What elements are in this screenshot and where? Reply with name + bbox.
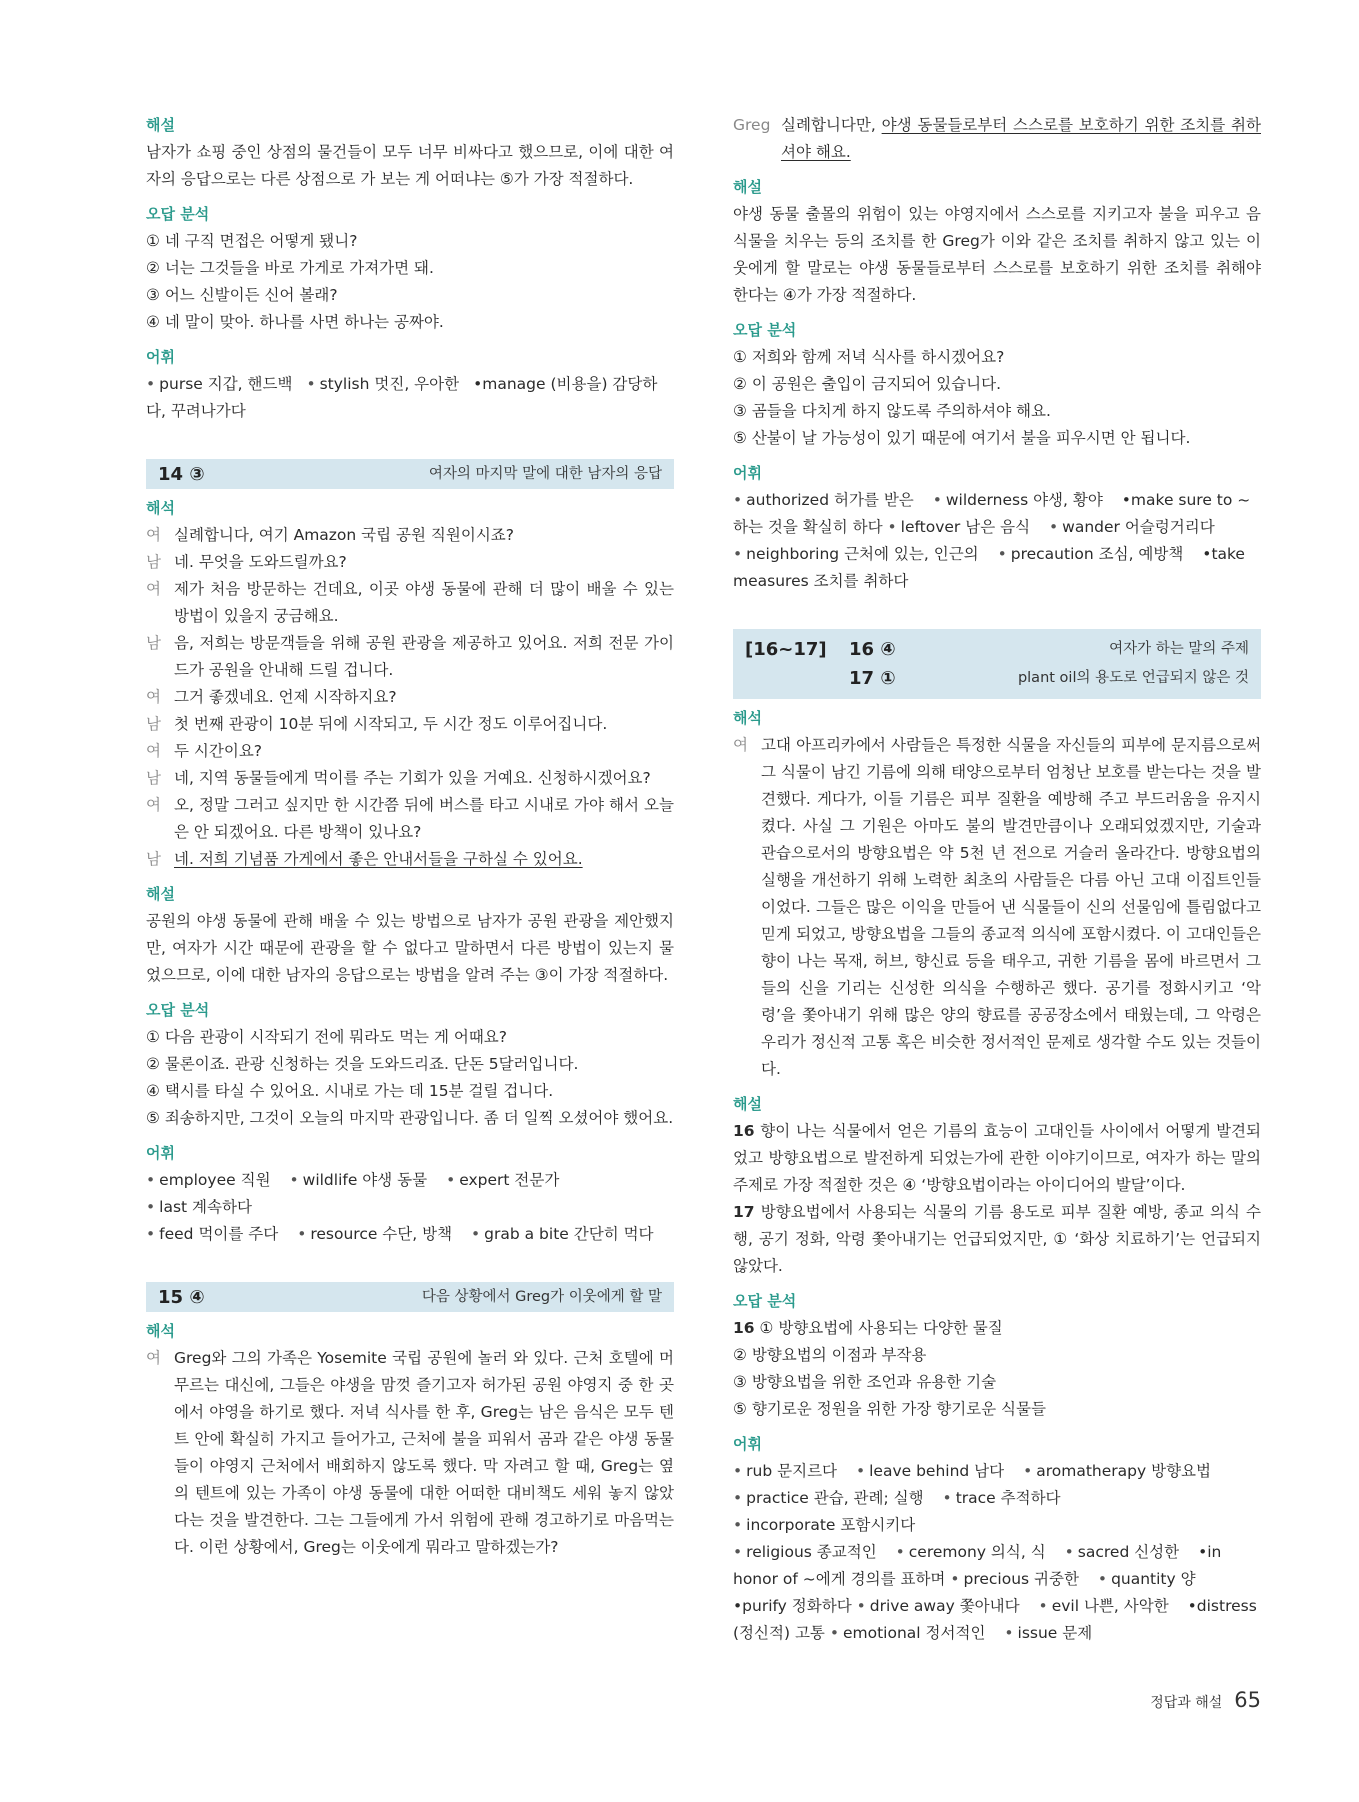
section-label: 어휘 <box>146 348 175 366</box>
wrong-option: ⑤ 향기로운 정원을 위한 가장 향기로운 식물들 <box>733 1400 1046 1418</box>
question-topic: plant oil의 용도로 언급되지 않은 것 <box>1017 670 1249 686</box>
vocab-item: • last 계속하다 <box>146 1198 252 1216</box>
section-label: 어휘 <box>733 464 762 482</box>
section-label: 오답 분석 <box>733 1292 797 1310</box>
script-paragraph: 여 Greg와 그의 가족은 Yosemite 국립 공원에 놀러 와 있다. 근처 호텔에 머무르는 대신에, 그들은 야생을 맘껏 즐기고자 허가된 공원 야영지 중 한 곳에서 야영을 하기로 했다. 저녁 식사를 한 후, Greg는 남은 음식은 모두 텐트 안에 확실히 가지고 들어가고, 근처에 불을 피워서 곰과 같은 야생 동물들이 야영지 근처에서 배회하지 않도록 했다. 막 자려고 할 때, Greg는 옆의 텐트에 있는 가족이 야생 동물에 대한 어떠한 대비책도 세워 놓지 않았다는 것을 발견한다. 그는 그들에게 가서 위험에 관해 경고하기로 마음먹는다. 이런 상황에서, Greg는 이웃에게 뭐라고 말하겠는가? <box>146 1349 674 1556</box>
question-number: 17 ① <box>849 668 896 689</box>
dialogue-line: 남 첫 번째 관광이 10분 뒤에 시작되고, 두 시간 정도 이루어집니다. <box>146 715 608 733</box>
dialogue-line: 여 그거 좋겠네요. 언제 시작하지요? <box>146 688 397 706</box>
vocab-item: • neighboring 근처에 있는, 인근의 <box>733 545 979 563</box>
vocab-item: in honor of ~에게 경의를 표하며 <box>733 1543 1222 1588</box>
section-label: 오답 분석 <box>146 1001 210 1019</box>
vocab-item: • emotional 정서적인 <box>829 1624 986 1642</box>
question-number: 14 ③ <box>158 463 205 485</box>
wrong-option: ④ 택시를 타실 수 있어요. 시내로 가는 데 15분 걸릴 겁니다. <box>146 1082 554 1100</box>
section-label: 해석 <box>146 1322 175 1340</box>
wrong-option: ① 저희와 함께 저녁 식사를 하시겠어요? <box>733 348 1005 366</box>
vocab-item: • quantity 양 <box>1097 1570 1196 1588</box>
vocab-list: • rub 문지르다 • leave behind 남다 • aromatherapy 방향요법 • practice 관습, 관례; 실행 • trace 추적하다 • incorporate 포함시키다 • religious 종교적인 • ceremony 의식, 식 • sacred 신성한 •in honor of ~에게 경의를 표하며 • precious 귀중한 • quantity 양 •purify 정화하다 • drive away 쫓아내다 • evil 나쁜, 사악한 •distress (정신적) 고통 • emotional 정서적인 • issue 문제 <box>733 1462 1257 1642</box>
vocab-item: • purse 지갑, 핸드백 <box>146 375 293 393</box>
wrong-option: ① 네 구직 면접은 어떻게 됐니? <box>146 232 358 250</box>
section-label: 해설 <box>733 178 762 196</box>
section-label: 어휘 <box>146 1144 175 1162</box>
dialogue-line: 남 네. 무엇을 도와드릴까요? <box>146 553 347 571</box>
section-label: 오답 분석 <box>733 321 797 339</box>
vocab-item: • employee 직원 <box>146 1171 271 1189</box>
vocab-item: • precaution 조심, 예방책 <box>997 545 1184 563</box>
vocab-item: • issue 문제 <box>1004 1624 1093 1642</box>
script-paragraph: 여 고대 아프리카에서 사람들은 특정한 식물을 자신들의 피부에 문지름으로써 그 식물이 남긴 기름에 의해 태양으로부터 엄청난 보호를 받는다는 것을 발견했다. 게다가, 이들 기름은 피부 질환을 예방해 주고 부드러움을 유지시켰다. 사실 그 기원은 아마도 불의 발견만큼이나 오래되었겠지만, 기술과 관습으로서의 방향요법은 약 5천 년 전으로 거슬러 올라간다. 방향요법의 실행을 개선하기 위해 노력한 최초의 사람들은 다름 아닌 고대 이집트인들이었다. 그들은 많은 이익을 만들어 낸 식물들이 신의 선물임에 틀림없다고 믿게 되었고, 방향요법을 그들의 종교적 의식에 포함시켰다. 이 고대인들은 향이 나는 목재, 허브, 향신료 등을 태우고, 귀한 기름을 몸에 바르면서 그들의 신을 기리는 신성한 의식을 수행하곤 했다. 공기를 정화시키고 ‘악령’을 쫓아내기 위해 많은 양의 향료를 공공장소에서 태웠는데, 그 악령은 우리가 정신적 고통 혹은 비슷한 정서적인 문제로 생각할 수도 있는 것들이다. <box>733 736 1261 1078</box>
explanation-text: 공원의 야생 동물에 관해 배울 수 있는 방법으로 남자가 공원 관광을 제안했지만, 여자가 시간 때문에 관광을 할 수 없다고 말하면서 다른 방법이 있는지 물었으므로, 이에 대한 남자의 응답으로는 방법을 알려 주는 ③이 가장 적절하다. <box>146 912 674 984</box>
question-header-14 <box>146 459 674 489</box>
vocab-item: • rub 문지르다 <box>733 1462 838 1480</box>
explanation-text: 야생 동물 출몰의 위험이 있는 야영지에서 스스로를 지키고자 불을 피우고 음식물을 치우는 등의 조치를 한 Greg가 이와 같은 조치를 취하지 않고 있는 이웃에게 할 말로는 야생 동물들로부터 스스로를 보호하기 위한 조치를 취해야 한다는 ④가 가장 적절하다. <box>733 205 1261 304</box>
dialogue-line: 여 오, 정말 그러고 싶지만 한 시간쯤 뒤에 버스를 타고 시내로 가야 해서 오늘은 안 되겠어요. 다른 방책이 있나요? <box>146 796 674 841</box>
vocab-item: • practice 관습, 관례; 실행 <box>733 1489 924 1507</box>
wrong-option: 16 ① 방향요법에 사용되는 다양한 물질 <box>733 1319 1003 1337</box>
section-label: 해석 <box>146 499 175 517</box>
vocab-item: • religious 종교적인 <box>733 1543 877 1561</box>
question-header-16-17 <box>733 629 1261 699</box>
vocab-item: • wilderness 야생, 황야 <box>932 491 1103 509</box>
wrong-option: ① 다음 관광이 시작되기 전에 뭐라도 먹는 게 어때요? <box>146 1028 507 1046</box>
wrong-option: ③ 곰들을 다치게 하지 않도록 주의하셔야 해요. <box>733 402 1051 420</box>
dialogue-line: 여 제가 처음 방문하는 건데요, 이곳 야생 동물에 관해 더 많이 배울 수 있는 방법이 있을지 궁금해요. <box>146 580 674 625</box>
dialogue-line: 남 음, 저희는 방문객들을 위해 공원 관광을 제공하고 있어요. 저희 전문 가이드가 공원을 안내해 드릴 겁니다. <box>146 634 674 679</box>
wrong-option: ② 물론이죠. 관광 신청하는 것을 도와드리죠. 단돈 5달러입니다. <box>146 1055 579 1073</box>
vocab-list: • purse 지갑, 핸드백 • stylish 멋진, 우아한 •manage (비용을) 감당하다, 꾸려나가다 <box>146 375 658 420</box>
wrong-option: ⑤ 죄송하지만, 그것이 오늘의 마지막 관광입니다. 좀 더 일찍 오셨어야 했어요. <box>146 1109 674 1127</box>
vocab-item: manage (비용을) 감당하다, 꾸려나가다 <box>146 375 658 420</box>
question-number: 15 ④ <box>158 1286 205 1308</box>
question-range: [16~17] <box>745 639 827 660</box>
vocab-list: • authorized 허가를 받은 • wilderness 야생, 황야 •make sure to ~하는 것을 확실히 하다 • leftover 남은 음식 • wander 어슬렁거리다 • neighboring 근처에 있는, 인근의 • precaution 조심, 예방책 •take measures 조치를 취하다 <box>733 491 1251 590</box>
question-topic: 여자가 하는 말의 주제 <box>1109 641 1249 657</box>
vocab-item: • resource 수단, 방책 <box>297 1225 453 1243</box>
question-number: 16 ④ <box>849 639 896 660</box>
vocab-item: • wildlife 야생 동물 <box>289 1171 428 1189</box>
question-row-17 <box>745 664 1249 693</box>
section-label: 해설 <box>146 885 175 903</box>
explanation-16: 16 향이 나는 식물에서 얻은 기름의 효능이 고대인들 사이에서 어떻게 발견되었고 방향요법으로 발전하게 되었는가에 관한 이야기이므로, 여자가 하는 말의 주제로 가장 적절한 것은 ④ ‘방향요법이라는 아이디어의 발달’이다. <box>733 1122 1261 1194</box>
section-label: 해설 <box>733 1095 762 1113</box>
vocab-item: • leftover 남은 음식 <box>887 518 1031 536</box>
vocab-item: take measures 조치를 취하다 <box>733 545 1245 590</box>
footer-title: 정답과 해설 <box>1150 1695 1223 1711</box>
vocab-item: distress (정신적) 고통 <box>733 1597 1257 1642</box>
question-topic: 여자의 마지막 말에 대한 남자의 응답 <box>428 465 662 482</box>
page-number: 65 <box>1234 1688 1261 1712</box>
wrong-option: ② 너는 그것들을 바로 가게로 가져가면 돼. <box>146 259 434 277</box>
vocab-item: • aromatherapy 방향요법 <box>1023 1462 1211 1480</box>
vocab-list <box>146 1167 674 1248</box>
vocab-item: • leave behind 남다 <box>855 1462 1005 1480</box>
wrong-option: ② 방향요법의 이점과 부작용 <box>733 1346 927 1364</box>
vocab-item: • drive away 쫓아내다 <box>856 1597 1020 1615</box>
question-row-16 <box>745 635 1249 664</box>
vocab-item: • evil 나쁜, 사악한 <box>1038 1597 1169 1615</box>
dialogue-line: 여 실례합니다, 여기 Amazon 국립 공원 직원이시죠? <box>146 526 515 544</box>
section-label: 해석 <box>733 709 762 727</box>
explanation-17: 17 방향요법에서 사용되는 식물의 기름 용도로 피부 질환 예방, 종교 의식 수행, 공기 정화, 악령 쫓아내기는 언급되었지만, ① ‘화상 치료하기’는 언급되지 않았다. <box>733 1203 1261 1275</box>
page-footer <box>1150 1687 1261 1717</box>
wrong-option: ⑤ 산불이 날 가능성이 있기 때문에 여기서 불을 피우시면 안 됩니다. <box>733 429 1191 447</box>
section-label: 해설 <box>146 116 175 134</box>
wrong-option: ③ 어느 신발이든 신어 볼래? <box>146 286 338 304</box>
section-label: 오답 분석 <box>146 205 210 223</box>
vocab-item: • authorized 허가를 받은 <box>733 491 914 509</box>
vocab-item: • ceremony 의식, 식 <box>895 1543 1046 1561</box>
vocab-item: make sure to ~하는 것을 확실히 하다 <box>733 491 1251 536</box>
vocab-item: • wander 어슬렁거리다 <box>1049 518 1215 536</box>
vocab-item: • expert 전문가 <box>446 1171 560 1189</box>
wrong-option: ② 이 공원은 출입이 금지되어 있습니다. <box>733 375 1002 393</box>
question-topic: 다음 상황에서 Greg가 이웃에게 할 말 <box>421 1288 662 1305</box>
right-column <box>733 112 1261 1647</box>
explanation-text: 남자가 쇼핑 중인 상점의 물건들이 모두 너무 비싸다고 했으므로, 이에 대한 여자의 응답으로는 다른 상점으로 가 보는 게 어떠냐는 ⑤가 가장 적절하다. <box>146 143 674 188</box>
dialogue-line: 여 두 시간이요? <box>146 742 263 760</box>
vocab-item: • stylish 멋진, 우아한 <box>306 375 460 393</box>
vocab-item: • feed 먹이를 주다 <box>146 1225 279 1243</box>
vocab-item: • grab a bite 간단히 먹다 <box>471 1225 654 1243</box>
left-column <box>146 112 674 1561</box>
dialogue-line: 남 네, 지역 동물들에게 먹이를 주는 기회가 있을 거예요. 신청하시겠어요? <box>146 769 651 787</box>
vocab-item: • trace 추적하다 <box>942 1489 1061 1507</box>
vocab-item: • sacred 신성한 <box>1064 1543 1180 1561</box>
wrong-option: ③ 방향요법을 위한 조언과 유용한 기술 <box>733 1373 997 1391</box>
vocab-item: purify 정화하다 <box>742 1597 852 1615</box>
vocab-item: • incorporate 포함시키다 <box>733 1516 916 1534</box>
section-label: 어휘 <box>733 1435 762 1453</box>
greg-answer-line: Greg 실례합니다만, 야생 동물들로부터 스스로를 보호하기 위한 조치를 취하셔야 해요. <box>733 116 1261 161</box>
wrong-option: ④ 네 말이 맞아. 하나를 사면 하나는 공짜야. <box>146 313 444 331</box>
question-header-15 <box>146 1282 674 1312</box>
dialogue-line-answer: 남 네. 저희 기념품 가게에서 좋은 안내서들을 구하실 수 있어요. <box>146 850 583 868</box>
vocab-item: • precious 귀중한 <box>950 1570 1079 1588</box>
